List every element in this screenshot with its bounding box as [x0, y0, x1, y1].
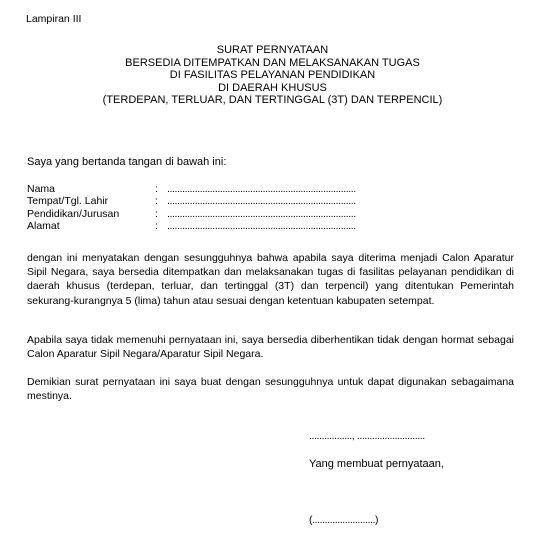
field-label: Nama [27, 183, 56, 195]
closing-paragraph: Demikian surat pernyataan ini saya buat dengan sesungguhnya untuk dapat digunakan sebagaimana mestinya. [27, 376, 514, 403]
title-line: SURAT PERNYATAAN [216, 44, 329, 56]
field-label: Pendidikan/Jurusan [27, 207, 120, 220]
letter-title [0, 44, 545, 107]
title-line: BERSEDIA DITEMPATKAN DAN MELAKSANAKAN TUGAS [125, 56, 420, 69]
place-date-blank: ................., ........................... [309, 430, 425, 442]
field-label: Alamat [27, 219, 60, 232]
signer-name-blank: (.........................) [309, 514, 379, 526]
field-blank: ........................................................................... [167, 219, 356, 232]
consequence-paragraph: Apabila saya tidak memenuhi pernyataan ini, saya bersedia diberhentikan tidak dengan hormat sebagai Calon Aparatur Sipil Negara/Aparatur Sipil Negara. [27, 334, 514, 361]
field-blank: ........................................................................... [167, 183, 356, 195]
field-colon: : [155, 219, 158, 232]
title-line: DI FASILITAS PELAYANAN PENDIDIKAN [169, 69, 376, 81]
attachment-label: Lampiran III [26, 13, 82, 25]
field-blank: ........................................................................... [167, 195, 356, 208]
field-label: Tempat/Tgl. Lahir [27, 195, 109, 208]
field-colon: : [155, 183, 158, 195]
title-line: (TERDEPAN, TERLUAR, DAN TERTINGGAL (3T) DAN TERPENCIL) [102, 94, 443, 106]
field-colon: : [155, 195, 158, 208]
title-line: DI DAERAH KHUSUS [218, 81, 327, 94]
field-colon: : [155, 207, 158, 220]
field-blank: ........................................................................... [167, 207, 356, 220]
signer-label: Yang membuat pernyataan, [309, 458, 444, 470]
intro-text: Saya yang bertanda tangan di bawah ini: [27, 156, 227, 168]
statement-paragraph: dengan ini menyatakan dengan sesungguhnya bahwa apabila saya diterima menjadi Calon Aparatur Sipil Negara, saya bersedia ditempatkan dan melaksanakan tugas di fasilitas pelayanan pendidikan di daerah khusus (terdepan, terluar, dan tertinggal (3T) dan terpencil) yang ditentukan Pemerintah sekurang-kurangnya 5 (lima) tahun atau sesuai dengan ketentuan kabupaten setempat. [27, 252, 514, 307]
